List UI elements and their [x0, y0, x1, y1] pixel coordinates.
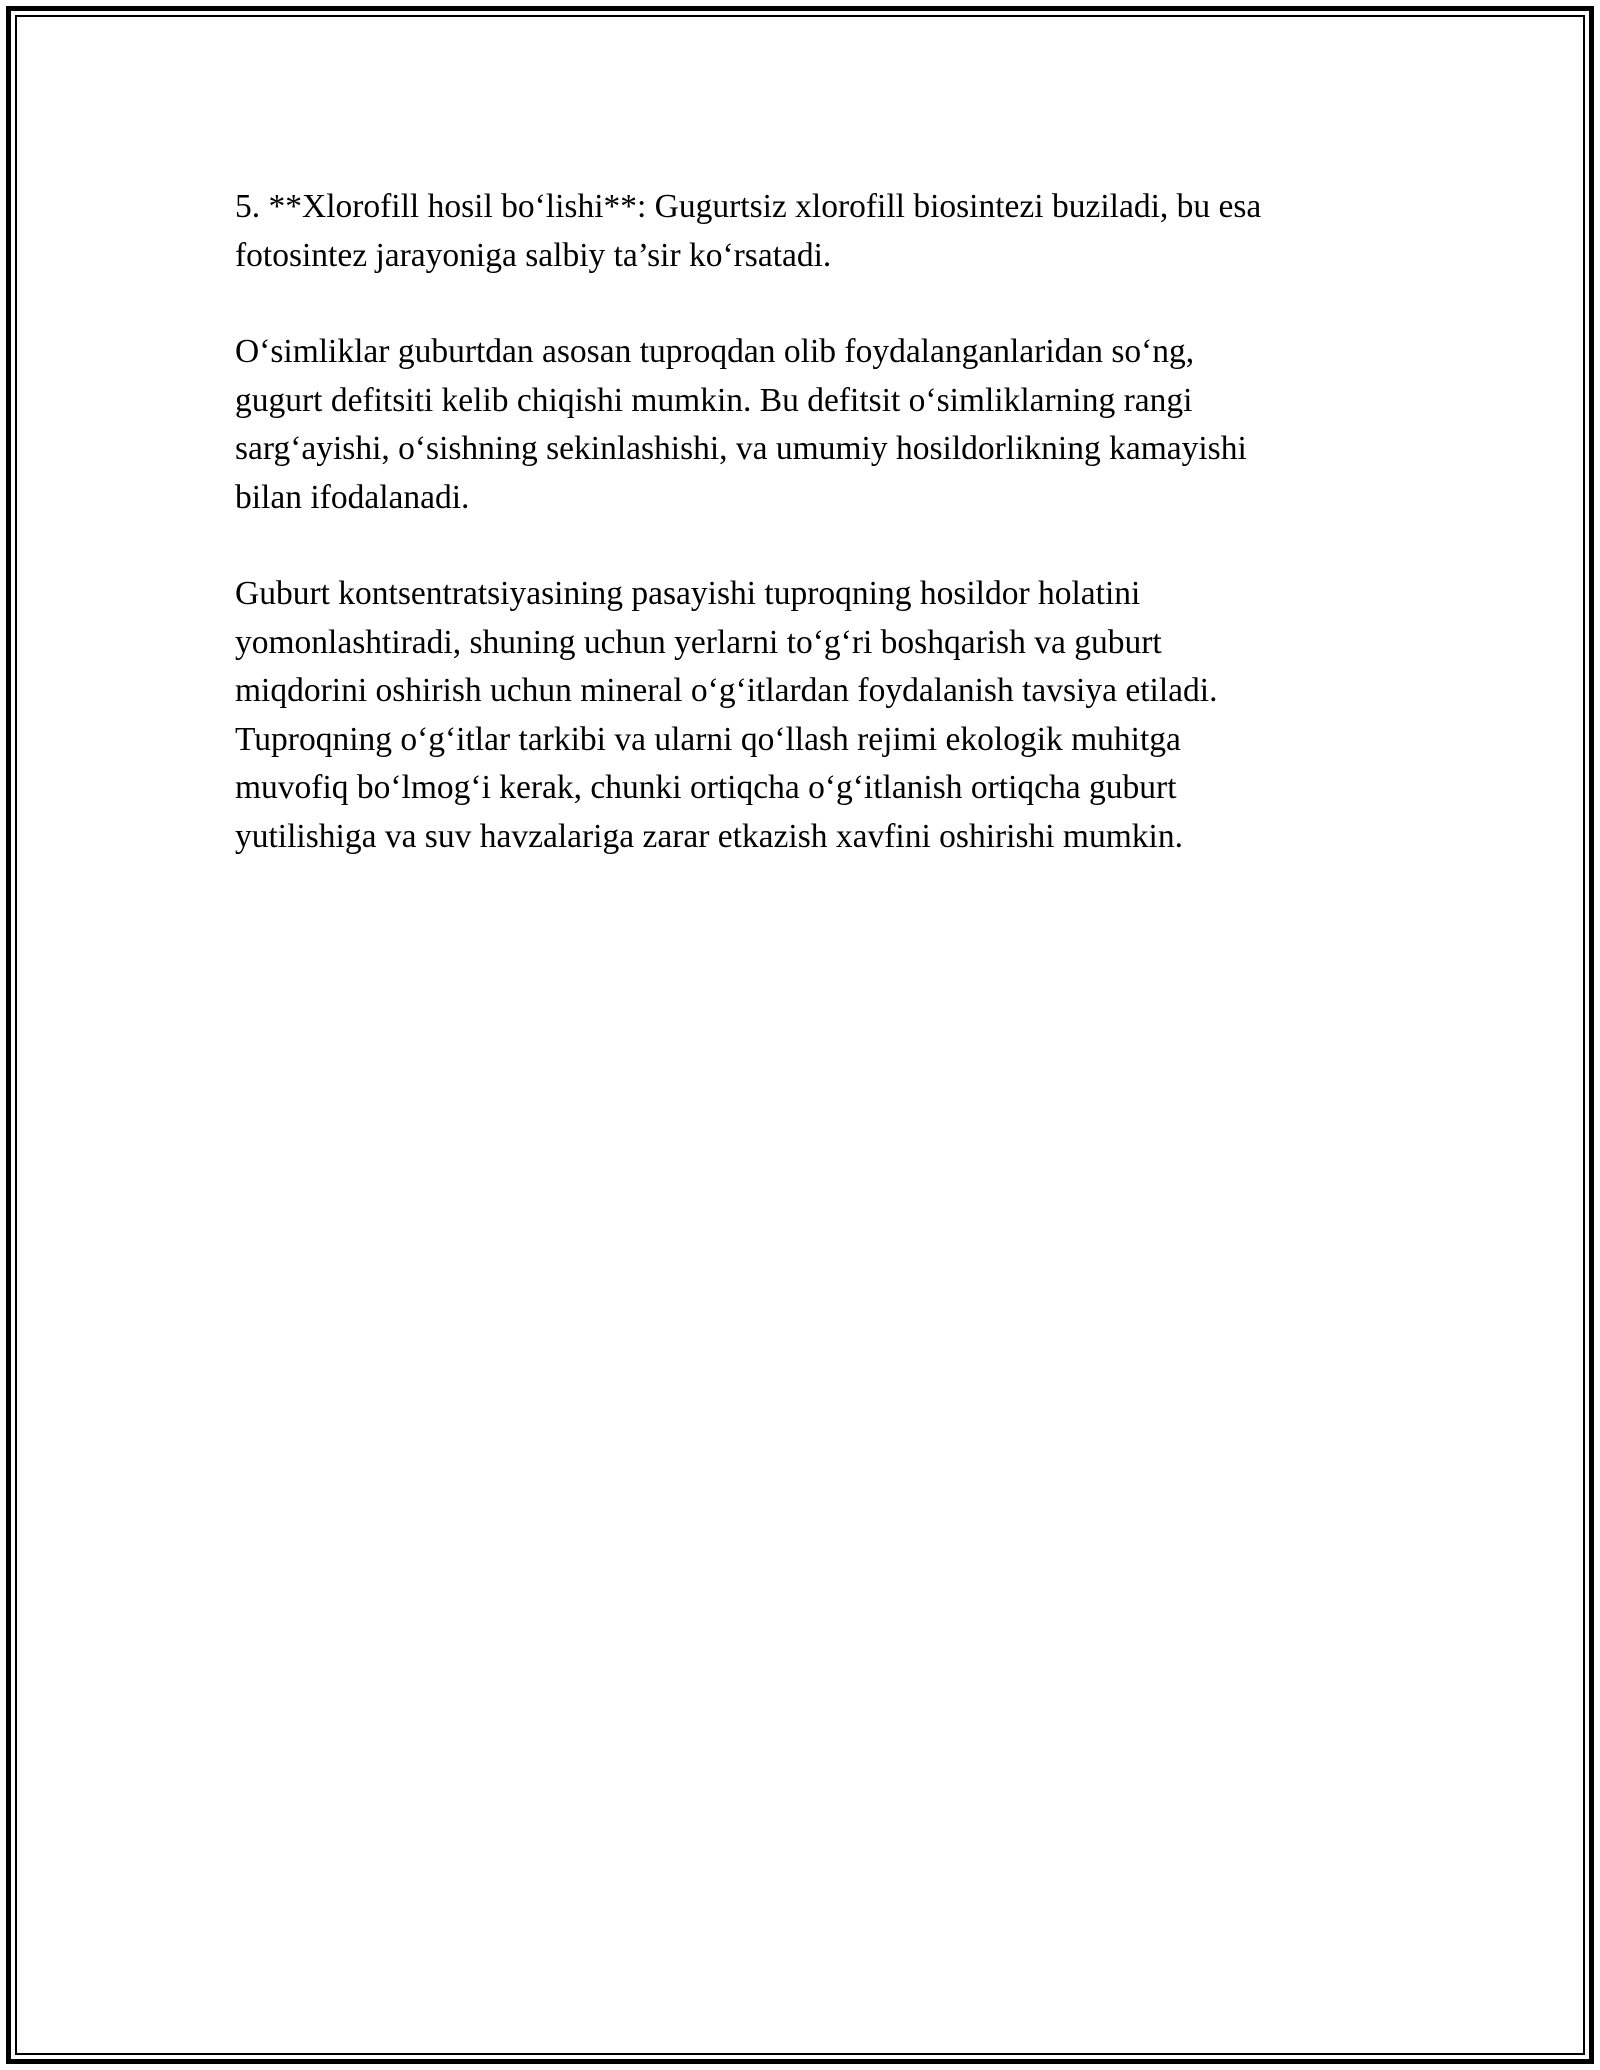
document-body — [235, 183, 1375, 909]
paragraph-soil-management: Guburt kontsentratsiyasining pasayishi tuproqning hosildor holatini yomonlashtiradi, shuning uchun yerlarni to‘g‘ri boshqarish va guburt miqdorini oshirish uchun mineral o‘g‘itlardan foydalanish tavsiya etiladi. Tuproqning o‘g‘itlar tarkibi va ularni qo‘llash rejimi ekologik muhitga muvofiq bo‘lmog‘i kerak, chunki ortiqcha o‘g‘itlanish ortiqcha guburt yutilishiga va suv havzalariga zarar etkazish xavfini oshirishi mumkin. — [235, 575, 1218, 855]
paragraph-chlorophyll: 5. **Xlorofill hosil bo‘lishi**: Gugurtsiz xlorofill biosintezi buziladi, bu esa fotosintez jarayoniga salbiy ta’sir ko‘rsatadi. — [235, 188, 1262, 274]
paragraph-sulfur-deficiency: O‘simliklar guburtdan asosan tuproqdan olib foydalanganlaridan so‘ng, gugurt defitsiti kelib chiqishi mumkin. Bu defitsit o‘simliklarning rangi sarg‘ayishi, o‘sishning sekinlashishi, va umumiy hosildorlikning kamayishi bilan ifodalanadi. — [235, 333, 1247, 516]
